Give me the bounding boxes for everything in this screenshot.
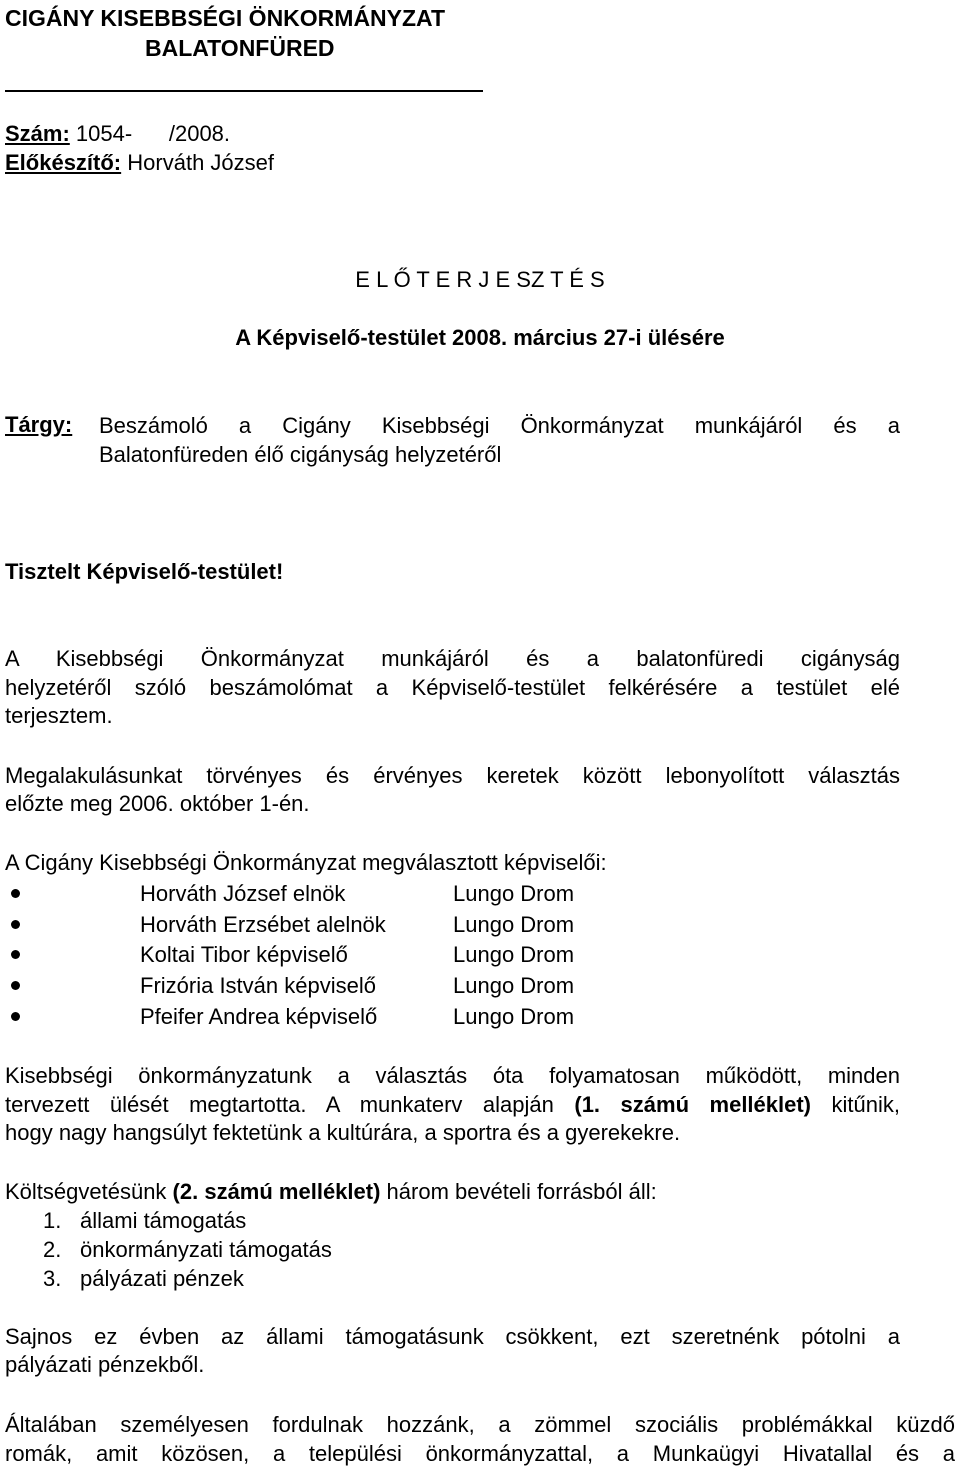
attachment-1-reference: (1. számú melléklet) [574, 1092, 812, 1117]
member-name: Koltai Tibor képviselő [140, 942, 348, 967]
member-name: Horváth József elnök [140, 881, 346, 906]
organization-name-line2: BALATONFÜRED [145, 35, 335, 61]
paragraph-2-line1: Megalakulásunkat törvényes és érvényes keretek között lebonyolított választás [5, 763, 900, 788]
paragraph-4-line1: Kisebbségi önkormányzatunk a választás óta folyamatosan működött, minden [5, 1063, 900, 1088]
paragraph-4-line2-tail: kitűnik, [811, 1092, 900, 1117]
member-party: Lungo Drom [453, 881, 575, 906]
subject-line2: Balatonfüreden élő cigányság helyzetéről [99, 442, 502, 467]
organization-name-line1: CIGÁNY KISEBBSÉGI ÖNKORMÁNYZAT [5, 5, 446, 31]
member-party: Lungo Drom [453, 973, 575, 998]
members-intro: A Cigány Kisebbségi Önkormányzat megválasztott képviselői: [5, 850, 607, 875]
paragraph-7-line2: romák, amit közösen, a települési önkormányzattal, a Munkaügyi Hivatallal és a [5, 1441, 955, 1466]
szam-label: Szám: [5, 121, 70, 146]
subject-label: Tárgy: [5, 412, 73, 437]
bullet-icon [11, 1012, 20, 1021]
member-name: Horváth Erzsébet alelnök [140, 912, 386, 937]
paragraph-6-line1: Sajnos ez évben az állami támogatásunk csökkent, ezt szeretnénk pótolni a [5, 1324, 900, 1349]
paragraph-4-line2 [5, 1090, 900, 1119]
paragraph-4-line3: hogy nagy hangsúlyt fektetünk a kultúrára, a sportra és a gyerekekre. [5, 1120, 681, 1145]
bullet-icon [11, 950, 20, 959]
bullet-icon [11, 981, 20, 990]
paragraph-2-line2: előzte meg 2006. október 1-én. [5, 791, 310, 816]
member-party: Lungo Drom [453, 912, 575, 937]
header-divider [5, 90, 483, 92]
document-number [5, 120, 230, 148]
budget-intro-tail: három bevételi forrásból áll: [380, 1179, 657, 1204]
member-party: Lungo Drom [453, 942, 575, 967]
preparer-value: Horváth József [127, 150, 274, 175]
paragraph-1-line3: terjesztem. [5, 703, 113, 728]
funding-item: pályázati pénzek [80, 1266, 244, 1291]
meeting-subtitle: A Képviselő-testület 2008. március 27-i ülésére [235, 325, 725, 350]
paragraph-7-line1: Általában személyesen fordulnak hozzánk, a zömmel szociális problémákkal küzdő [5, 1412, 955, 1437]
paragraph-1-line2: helyzetéről szóló beszámolómat a Képviselő-testület felkérésére a testület elé [5, 675, 900, 700]
funding-item: önkormányzati támogatás [80, 1237, 332, 1262]
paragraph-4-line2-text: tervezett ülését megtartotta. A munkaterv alapján [5, 1092, 575, 1117]
funding-number: 2. [43, 1237, 62, 1262]
member-party: Lungo Drom [453, 1004, 575, 1029]
funding-item: állami támogatás [80, 1208, 247, 1233]
bullet-icon [11, 889, 20, 898]
bullet-icon [11, 920, 20, 929]
preparer-label: Előkészítő: [5, 150, 122, 175]
attachment-2-reference: (2. számú melléklet) [172, 1179, 381, 1204]
document-title: E L Ő T E R J E SZ T É S [355, 267, 605, 292]
paragraph-6-line2: pályázati pénzekből. [5, 1352, 205, 1377]
paragraph-1-line1: A Kisebbségi Önkormányzat munkájáról és a balatonfüredi cigányság [5, 646, 900, 671]
subject-line1: Beszámoló a Cigány Kisebbségi Önkormányzat munkájáról és a [99, 413, 900, 438]
budget-intro [5, 1178, 657, 1206]
preparer [5, 149, 274, 177]
funding-number: 3. [43, 1266, 62, 1291]
funding-number: 1. [43, 1208, 62, 1233]
member-name: Pfeifer Andrea képviselő [140, 1004, 378, 1029]
salutation: Tisztelt Képviselő-testület! [5, 559, 284, 584]
member-name: Frizória István képviselő [140, 973, 376, 998]
szam-value: 1054- /2008. [75, 121, 231, 146]
budget-intro-text: Költségvetésünk [5, 1179, 173, 1204]
